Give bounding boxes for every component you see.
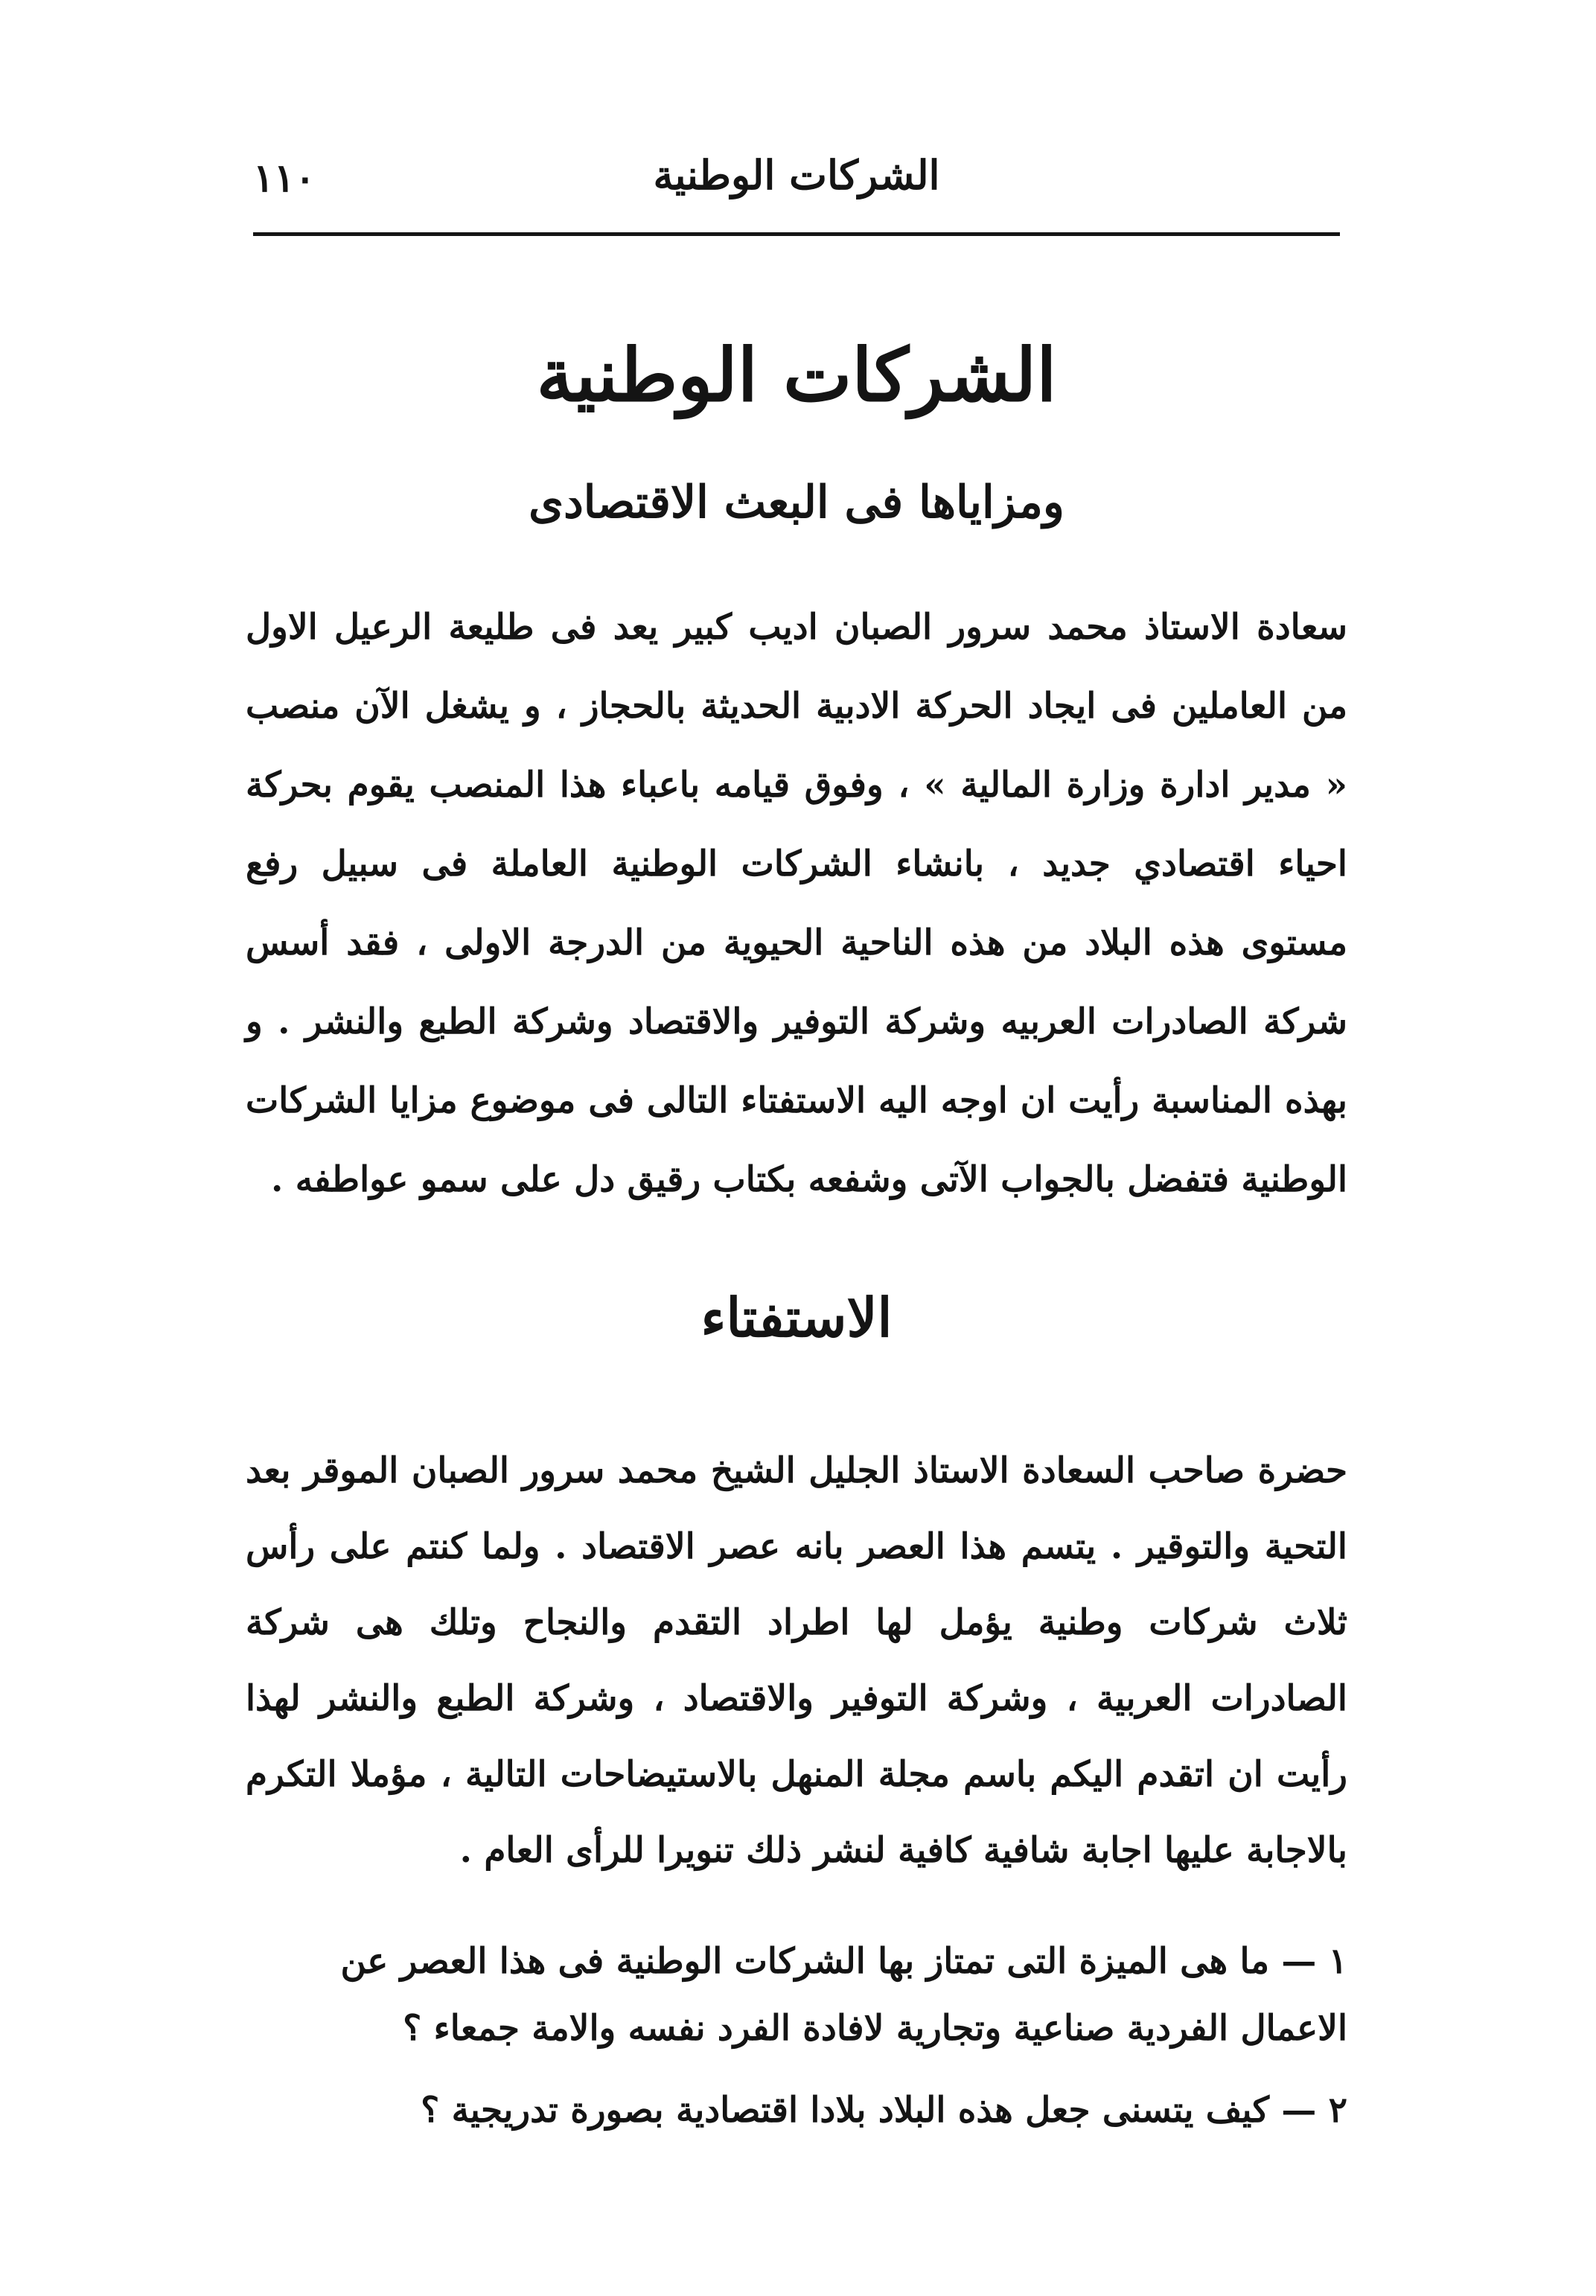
article-title: الشركات الوطنية <box>536 333 1057 418</box>
question-item <box>246 2077 1347 2144</box>
question-number: ١ — <box>1281 1941 1347 1982</box>
letter-paragraph: حضرة صاحب السعادة الاستاذ الجليل الشيخ محمد سرور الصبان الموقر بعد التحية والتوقير . يتسم هذا العصر بانه عصر الاقتصاد . ولما كنتم على رأس ثلاث شركات وطنية يؤمل لها اطراد التقدم والنجاح وتلك هى شركة الصادرات العربية ، وشركة التوفير والاقتصاد ، وشركة الطبع والنشر لهذا رأيت ان اتقدم اليكم باسم مجلة المنهل بالاستيضاحات التالية ، مؤملا التكرم بالاجابة عليها اجابة شافية كافية لنشر ذلك تنويرا للرأى العام . <box>246 1450 1347 1871</box>
section-heading: الاستفتاء <box>700 1286 893 1349</box>
running-title: الشركات الوطنية <box>653 151 940 199</box>
question-number: ٢ — <box>1281 2090 1347 2131</box>
running-header <box>253 149 1340 231</box>
intro-paragraph: سعادة الاستاذ محمد سرور الصبان اديب كبير يعد فى طليعة الرعيل الاول من العاملين فى ايجاد الحركة الادبية الحديثة بالحجاز ، و يشغل الآن منصب « مدير ادارة وزارة المالية » ، وفوق قيامه باعباء هذا المنصب يقوم بحركة احياء اقتصادي جديد ، بانشاء الشركات الوطنية العاملة فى سبيل رفع مستوى هذه البلاد من هذه الناحية الحيوية من الدرجة الاولى ، فقد أسس شركة الصادرات العربيه وشركة التوفير والاقتصاد وشركة الطبع والنشر . و بهذه المناسبة رأيت ان اوجه اليه الاستفتاء التالى فى موضوع مزايا الشركات الوطنية فتفضل بالجواب الآتى وشفعه بكتاب رقيق دل على سمو عواطفه . <box>246 607 1347 1200</box>
article-subtitle: ومزاياها فى البعث الاقتصادى <box>529 476 1064 529</box>
question-text: كيف يتسنى جعل هذه البلاد بلادا اقتصادية بصورة تدريجية ؟ <box>421 2090 1269 2131</box>
header-rule <box>253 232 1340 236</box>
page-number: ١١٠ <box>253 156 316 201</box>
question-item <box>246 1928 1347 2062</box>
question-text: ما هى الميزة التى تمتاز بها الشركات الوطنية فى هذا العصر عن الاعمال الفردية صناعية وتجارية لافادة الفرد نفسه والامة جمعاء ؟ <box>340 1941 1347 2049</box>
